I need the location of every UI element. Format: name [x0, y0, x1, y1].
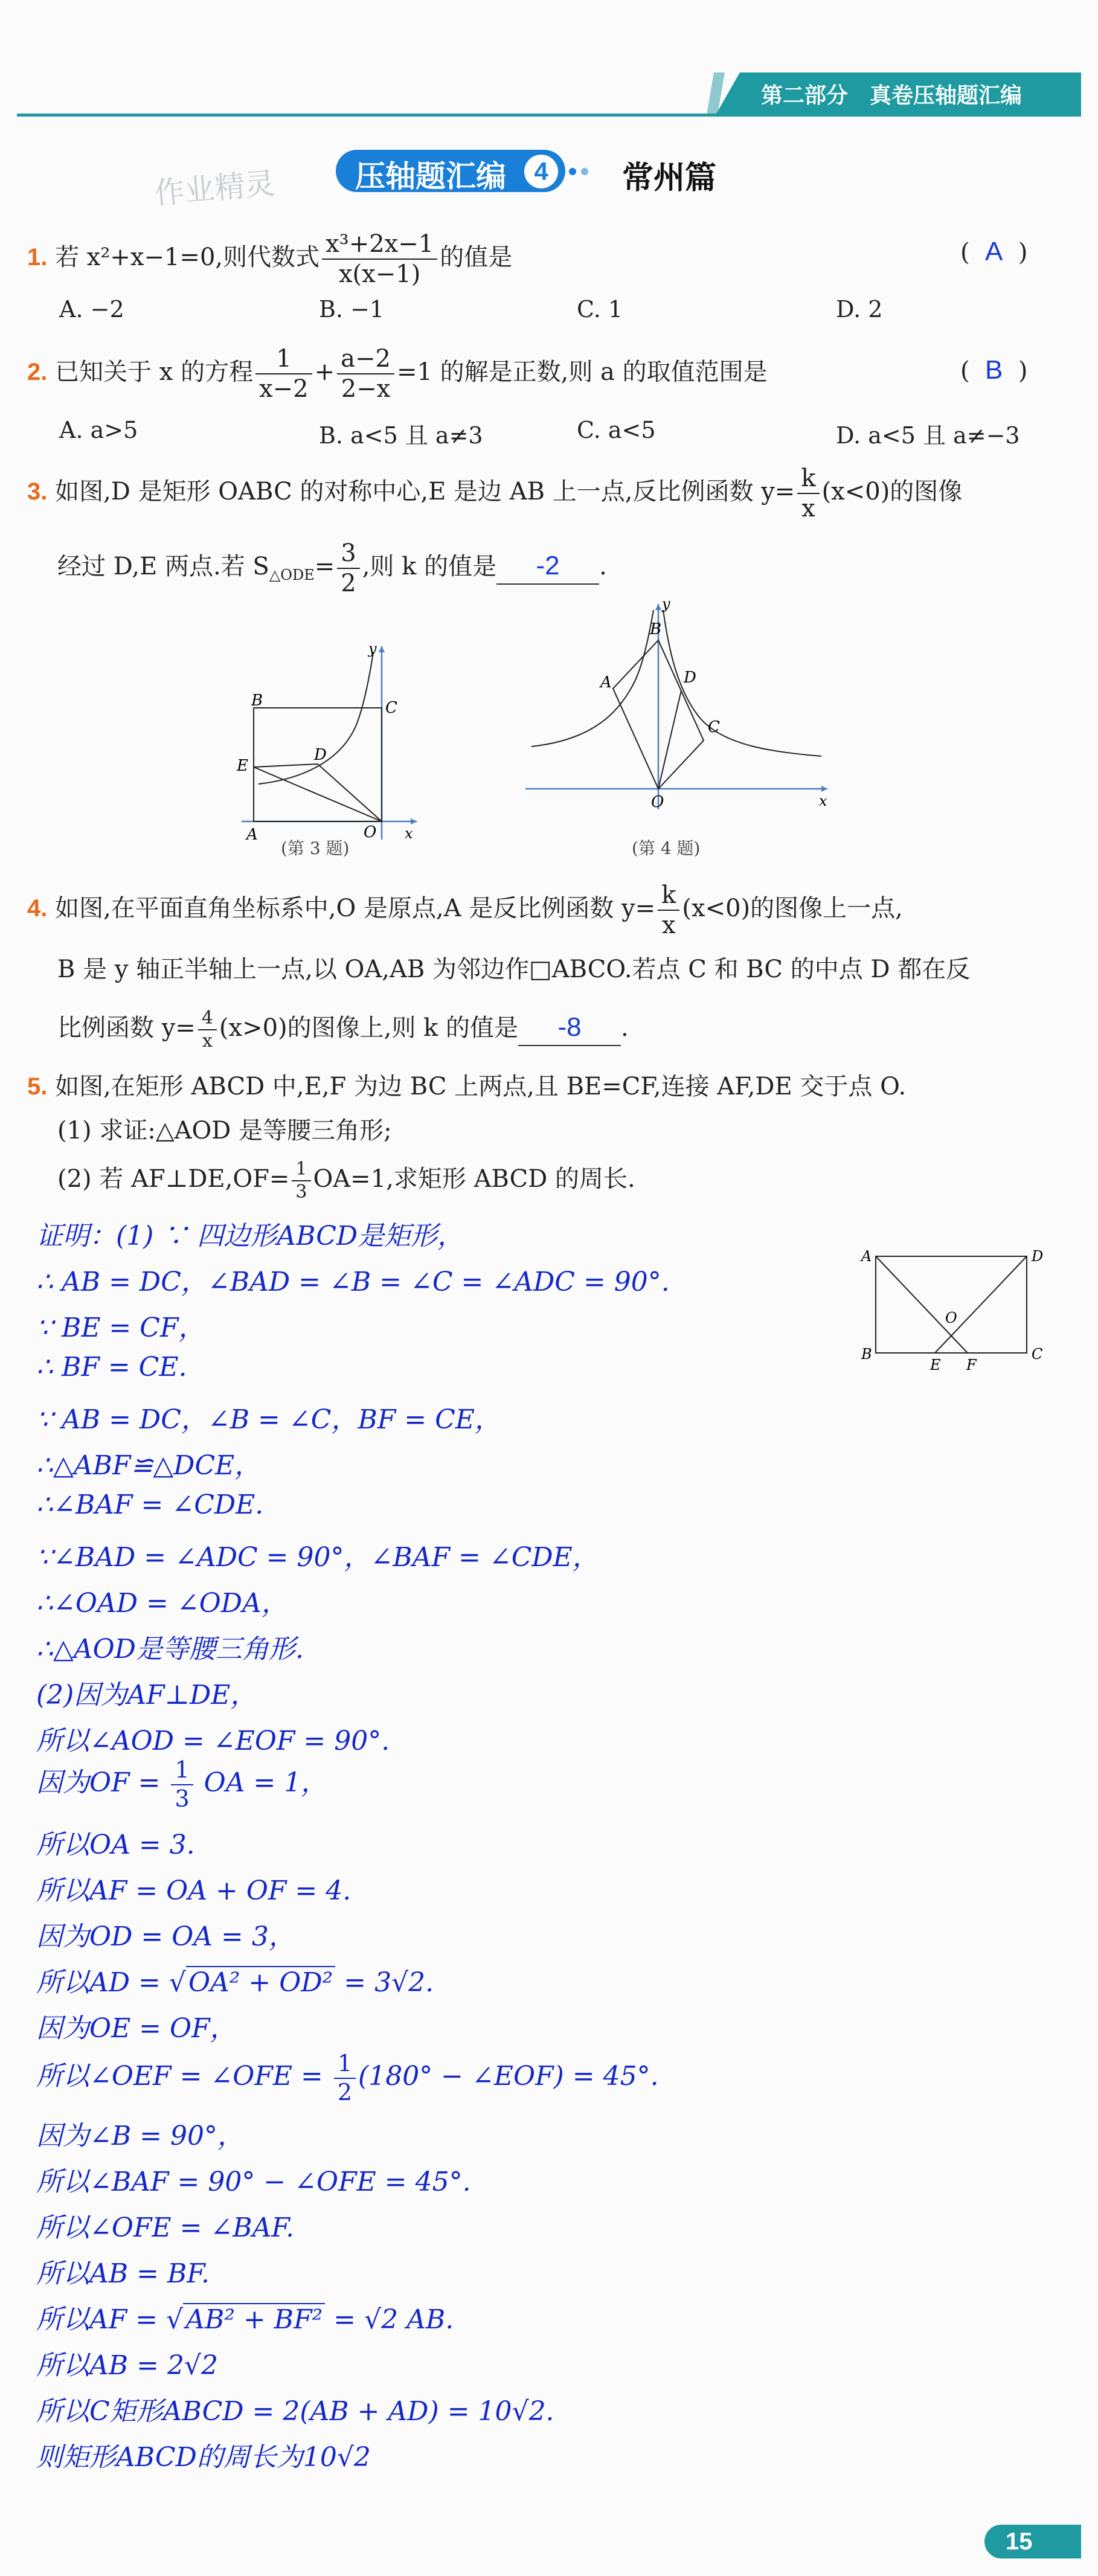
question-number: 3.: [27, 478, 48, 505]
question-number: 5.: [27, 1073, 48, 1100]
choice-a: A. a>5: [59, 417, 138, 443]
solution-line: ∴ BF = CE.: [36, 1352, 187, 1383]
label-o: O: [651, 793, 664, 811]
label-y: y: [368, 640, 377, 657]
fraction: $\frac{k}{x}$: [797, 464, 819, 523]
label-b: B: [251, 692, 263, 710]
label-x: x: [819, 792, 827, 809]
title-badge-text: 压轴题汇编: [355, 159, 506, 193]
page-number-tab: [984, 2525, 1081, 2558]
fraction: $\frac{1}{x-2}$: [255, 344, 312, 403]
label-o: O: [364, 823, 377, 841]
question-1: 1. 若 x²+x−1=0,则代数式 $\frac{\text{x³+2x−1}}{x(x-1)}$ 的值是: [27, 230, 513, 288]
solution-line-ad: 所以AD = √OA² + OD² = 3√2.: [36, 1967, 434, 1998]
figure-5: [858, 1244, 1051, 1377]
solution-line: ∴△ABF≌△DCE，: [36, 1450, 262, 1481]
label-a: A: [600, 673, 612, 692]
fraction: $\frac{4}{x}$: [198, 1007, 217, 1052]
solution-line: 所以C矩形ABCD = 2(AB + AD) = 10√2.: [36, 2396, 554, 2427]
label-d: D: [684, 669, 696, 687]
solution-line: 因为∠B = 90°，: [36, 2121, 245, 2151]
question-4-line-1: 4. 如图,在平面直角坐标系中,O 是原点,A 是反比例函数 y= $\frac{k}{x}$ (x<0)的图像上一点,: [27, 881, 903, 939]
solution-line: 所以∠AOD = ∠EOF = 90°.: [36, 1726, 390, 1756]
label-c: C: [385, 699, 397, 717]
label-b: B: [861, 1346, 872, 1363]
label-d: D: [314, 746, 327, 764]
solution-line: ∴△AOD是等腰三角形.: [36, 1634, 304, 1665]
fraction: $\frac{\text{x³+2x−1}}{x(x-1)}$: [322, 230, 437, 289]
page-number: 15: [1006, 2528, 1033, 2555]
figure-4: [519, 598, 833, 827]
question-5-line-2: (1) 求证:△AOD 是等腰三角形;: [57, 1117, 392, 1145]
label-a: A: [246, 826, 258, 844]
label-e: E: [237, 757, 248, 775]
answer-blank: -2: [496, 548, 599, 585]
question-number: 4.: [27, 895, 48, 922]
solution-line: ∴∠OAD = ∠ODA，: [36, 1588, 288, 1619]
answer-blank: -8: [518, 1009, 621, 1046]
title-dots: [569, 168, 576, 175]
question-5-line-1: 5. 如图,在矩形 ABCD 中,E,F 为边 BC 上两点,且 BE=CF,连接 AF,DE 交于点 O.: [27, 1073, 907, 1100]
answer-choice: A: [985, 237, 1003, 266]
solution-line: 因为OE = OF，: [36, 2013, 237, 2044]
fraction: $\frac{k}{x}$: [658, 881, 679, 940]
title-city: 常州篇: [622, 161, 717, 196]
fraction: $\frac{1}{3}$: [292, 1158, 310, 1203]
solution-line-af: 所以AF = √AB² + BF² = √2 AB.: [36, 2304, 454, 2335]
question-4-line-3: 比例函数 y= $\frac{4}{x}$ (x>0)的图像上,则 k 的值是 -8 .: [57, 1007, 629, 1052]
label-c: C: [708, 718, 720, 736]
solution-line: 所以∠OFE = ∠BAF.: [36, 2212, 295, 2243]
choice-c: C. a<5: [577, 417, 656, 443]
question-4-line-2: B 是 y 轴正半轴上一点,以 OA,AB 为邻边作□ABCO.若点 C 和 BC 的中点 D 都在反: [57, 956, 971, 983]
solution-line: 证明：(1) ∵ 四边形ABCD是矩形，: [36, 1221, 464, 1251]
choice-a: A. −2: [59, 296, 124, 323]
question-3-line-1: 3. 如图,D 是矩形 OABC 的对称中心,E 是边 AB 上一点,反比例函数 y= $\frac{k}{x}$ (x<0)的图像: [27, 464, 963, 522]
choice-c: C. 1: [577, 296, 623, 323]
solution-line: (2)因为AF⊥DE，: [36, 1680, 257, 1710]
solution-line: ∵ BE = CF，: [36, 1312, 205, 1343]
answer-bracket-2: ( B ): [960, 355, 1028, 385]
figure-3-caption: (第 3 题): [281, 838, 350, 858]
choice-d: D. 2: [836, 296, 883, 323]
label-f: F: [966, 1357, 977, 1373]
label-d: D: [1032, 1248, 1044, 1265]
label-x: x: [405, 825, 413, 842]
figure-4-caption: (第 4 题): [632, 838, 701, 858]
question-5-line-3: (2) 若 AF⊥DE,OF= $\frac{1}{3}$ OA=1,求矩形 ABCD 的周长.: [57, 1158, 635, 1203]
choice-b: B. −1: [319, 296, 385, 323]
title-badge-number: 4: [524, 155, 558, 188]
solution-line: 所以AB = 2√2: [36, 2350, 218, 2381]
answer-bracket-1: ( A ): [960, 237, 1028, 266]
question-2: 2. 已知关于 x 的方程 $\frac{1}{x-2}$ + $\frac{a-2}{2-x}$ =1 的解是正数,则 a 的取值范围是: [27, 345, 768, 403]
answer-choice: B: [985, 355, 1003, 385]
label-e: E: [930, 1357, 941, 1373]
solution-line: ∴ AB = DC，∠BAD = ∠B = ∠C = ∠ADC = 90°.: [36, 1267, 670, 1297]
choice-b: B. a<5 且 a≠3: [319, 422, 483, 449]
label-b: B: [650, 620, 662, 638]
solution-line: 所以AF = OA + OF = 4.: [36, 1875, 352, 1906]
figure-3: [230, 640, 429, 858]
solution-line: 所以OA = 3.: [36, 1829, 195, 1860]
solution-line: ∵ AB = DC，∠B = ∠C，BF = CE，: [36, 1404, 501, 1435]
fraction: $\frac{3}{2}$: [337, 539, 359, 598]
solution-line: 所以∠BAF = 90° − ∠OFE = 45°.: [36, 2166, 471, 2197]
solution-line: ∴∠BAF = ∠CDE.: [36, 1489, 264, 1520]
question-number: 1.: [27, 244, 48, 271]
solution-line: ∵∠BAD = ∠ADC = 90°，∠BAF = ∠CDE，: [36, 1542, 599, 1573]
label-o: O: [945, 1309, 957, 1326]
solution-line: 则矩形ABCD的周长为10√2: [36, 2442, 371, 2473]
label-a: A: [861, 1248, 872, 1265]
solution-line-oef: 所以∠OEF = ∠OFE = $\frac{1}{2}$ (180° − ∠EOF) = 45°.: [36, 2050, 659, 2105]
choice-d: D. a<5 且 a≠−3: [836, 422, 1020, 449]
label-y: y: [662, 598, 670, 612]
watermark-logo: 作业精灵: [153, 166, 277, 211]
label-c: C: [1032, 1346, 1043, 1363]
fraction: $\frac{a-2}{2-x}$: [337, 344, 394, 403]
solution-line-of: 因为OF = $\frac{1}{3}$ OA = 1，: [36, 1756, 328, 1812]
question-number: 2.: [27, 359, 48, 385]
question-3-line-2: 经过 D,E 两点.若 $S_{\triangle ODE}=$ $\frac{3}{2}$ ,则 k 的值是 -2 .: [57, 539, 607, 597]
header-section-label: 第二部分 真卷压轴题汇编: [761, 83, 1023, 108]
solution-line: 因为OD = OA = 3，: [36, 1921, 295, 1952]
solution-line: 所以AB = BF.: [36, 2258, 210, 2289]
